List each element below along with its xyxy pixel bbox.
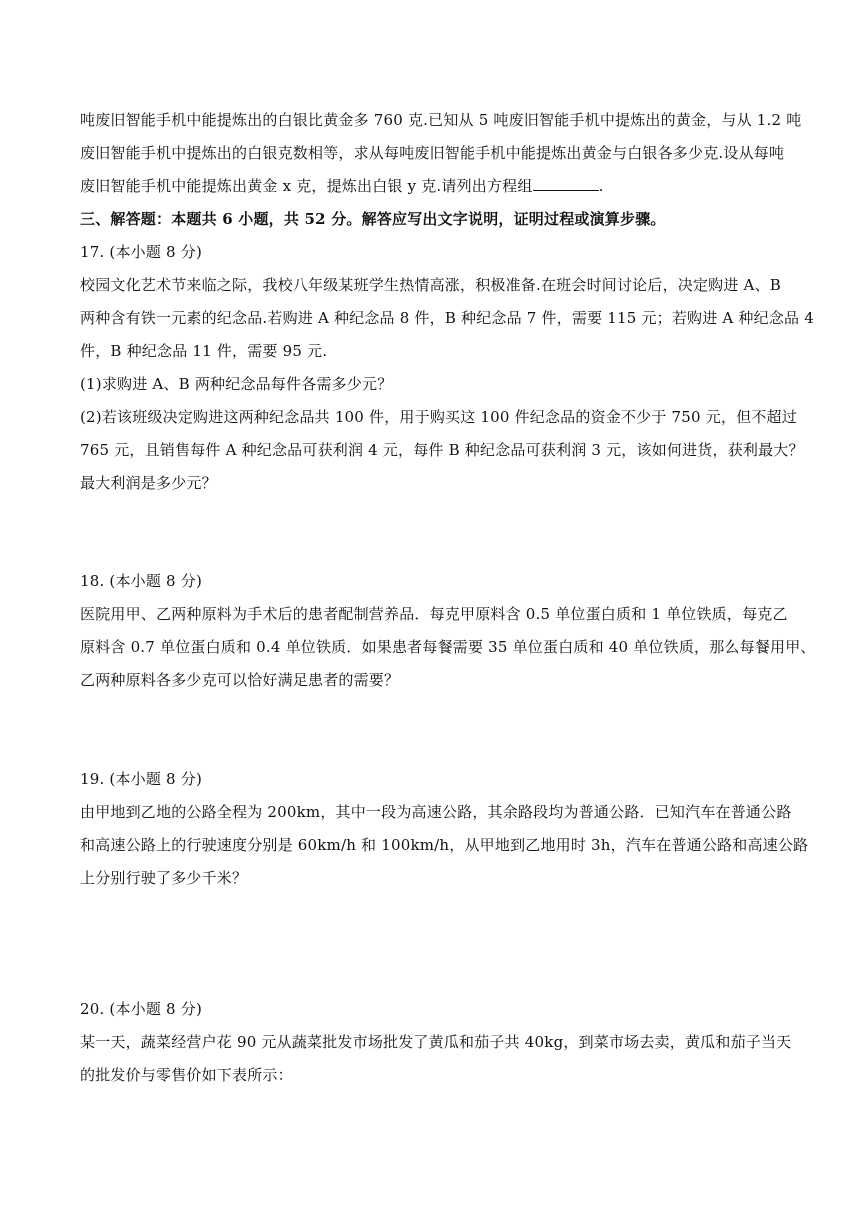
intro-line-1: 吨废旧智能手机中能提炼出的白银比黄金多 760 克.已知从 5 吨废旧智能手机中提炼出的黄金，与从 1.2 吨 — [80, 111, 802, 129]
q17-part-2-line-2: 765 元，且销售每件 A 种纪念品可获利润 4 元，每件 B 种纪念品可获利润 3 元，该如何进货，获利最大？ — [80, 441, 804, 459]
q18-line-1: 医院用甲、乙两种原料为手术后的患者配制营养品．每克甲原料含 0.5 单位蛋白质和 1 单位铁质，每克乙 — [80, 605, 788, 623]
q17-answer-space — [80, 500, 786, 565]
q17-part-2-line-1: (2)若该班级决定购进这两种纪念品共 100 件，用于购买这 100 件纪念品的资金不少于 750 元，但不超过 — [80, 408, 797, 426]
q19-line-3: 上分别行驶了多少千米？ — [80, 869, 248, 887]
q20-line-1: 某一天，蔬菜经营户花 90 元从蔬菜批发市场批发了黄瓜和茄子共 40kg，到菜市场去卖，黄瓜和茄子当天 — [80, 1033, 792, 1051]
q17-line-1: 校园文化艺术节来临之际，我校八年级某班学生热情高涨，积极准备.在班会时间讨论后，决定购进 A、B — [80, 276, 781, 294]
intro-line-3-end: . — [598, 177, 604, 195]
q18-answer-space — [80, 697, 786, 763]
intro-line-3-text: 废旧智能手机中能提炼出黄金 x 克，提炼出白银 y 克.请列出方程组 — [80, 177, 533, 195]
q19-line-1: 由甲地到乙地的公路全程为 200km，其中一段为高速公路，其余路段均为普通公路．已知汽车在普通公路 — [80, 803, 792, 821]
q17-line-2: 两种含有铁一元素的纪念品.若购进 A 种纪念品 8 件，B 种纪念品 7 件，需要 115 元；若购进 A 种纪念品 4 — [80, 309, 814, 327]
q17-part-1: (1)求购进 A、B 两种纪念品每件各需多少元？ — [80, 375, 393, 393]
q20-heading: 20. (本小题 8 分) — [80, 1000, 203, 1018]
q17-part-2-line-3: 最大利润是多少元？ — [80, 474, 217, 492]
q18-heading: 18. (本小题 8 分) — [80, 572, 203, 590]
q19-heading: 19. (本小题 8 分) — [80, 770, 203, 788]
intro-line-2: 废旧智能手机中提炼出的白银克数相等，求从每吨废旧智能手机中能提炼出黄金与白银各多少克.设从每吨 — [80, 144, 785, 162]
q18-line-3: 乙两种原料各多少克可以恰好满足患者的需要？ — [80, 671, 400, 689]
answer-blank[interactable] — [533, 172, 599, 191]
q20-line-2: 的批发价与零售价如下表所示： — [80, 1066, 293, 1084]
q17-heading: 17. (本小题 8 分) — [80, 243, 203, 261]
q17-line-3: 件，B 种纪念品 11 件，需要 95 元. — [80, 342, 328, 360]
q18-line-2: 原料含 0.7 单位蛋白质和 0.4 单位铁质．如果患者每餐需要 35 单位蛋白质和 40 单位铁质，那么每餐用甲、 — [80, 638, 816, 656]
intro-line-3 — [80, 170, 786, 203]
q19-line-2: 和高速公路上的行驶速度分别是 60km/h 和 100km/h，从甲地到乙地用时 3h，汽车在普通公路和高速公路 — [80, 836, 809, 854]
exam-page — [80, 104, 816, 1092]
q19-answer-space — [80, 895, 786, 993]
section-3-title: 三、解答题：本题共 6 小题，共 52 分。解答应写出文字说明，证明过程或演算步骤。 — [80, 210, 666, 228]
